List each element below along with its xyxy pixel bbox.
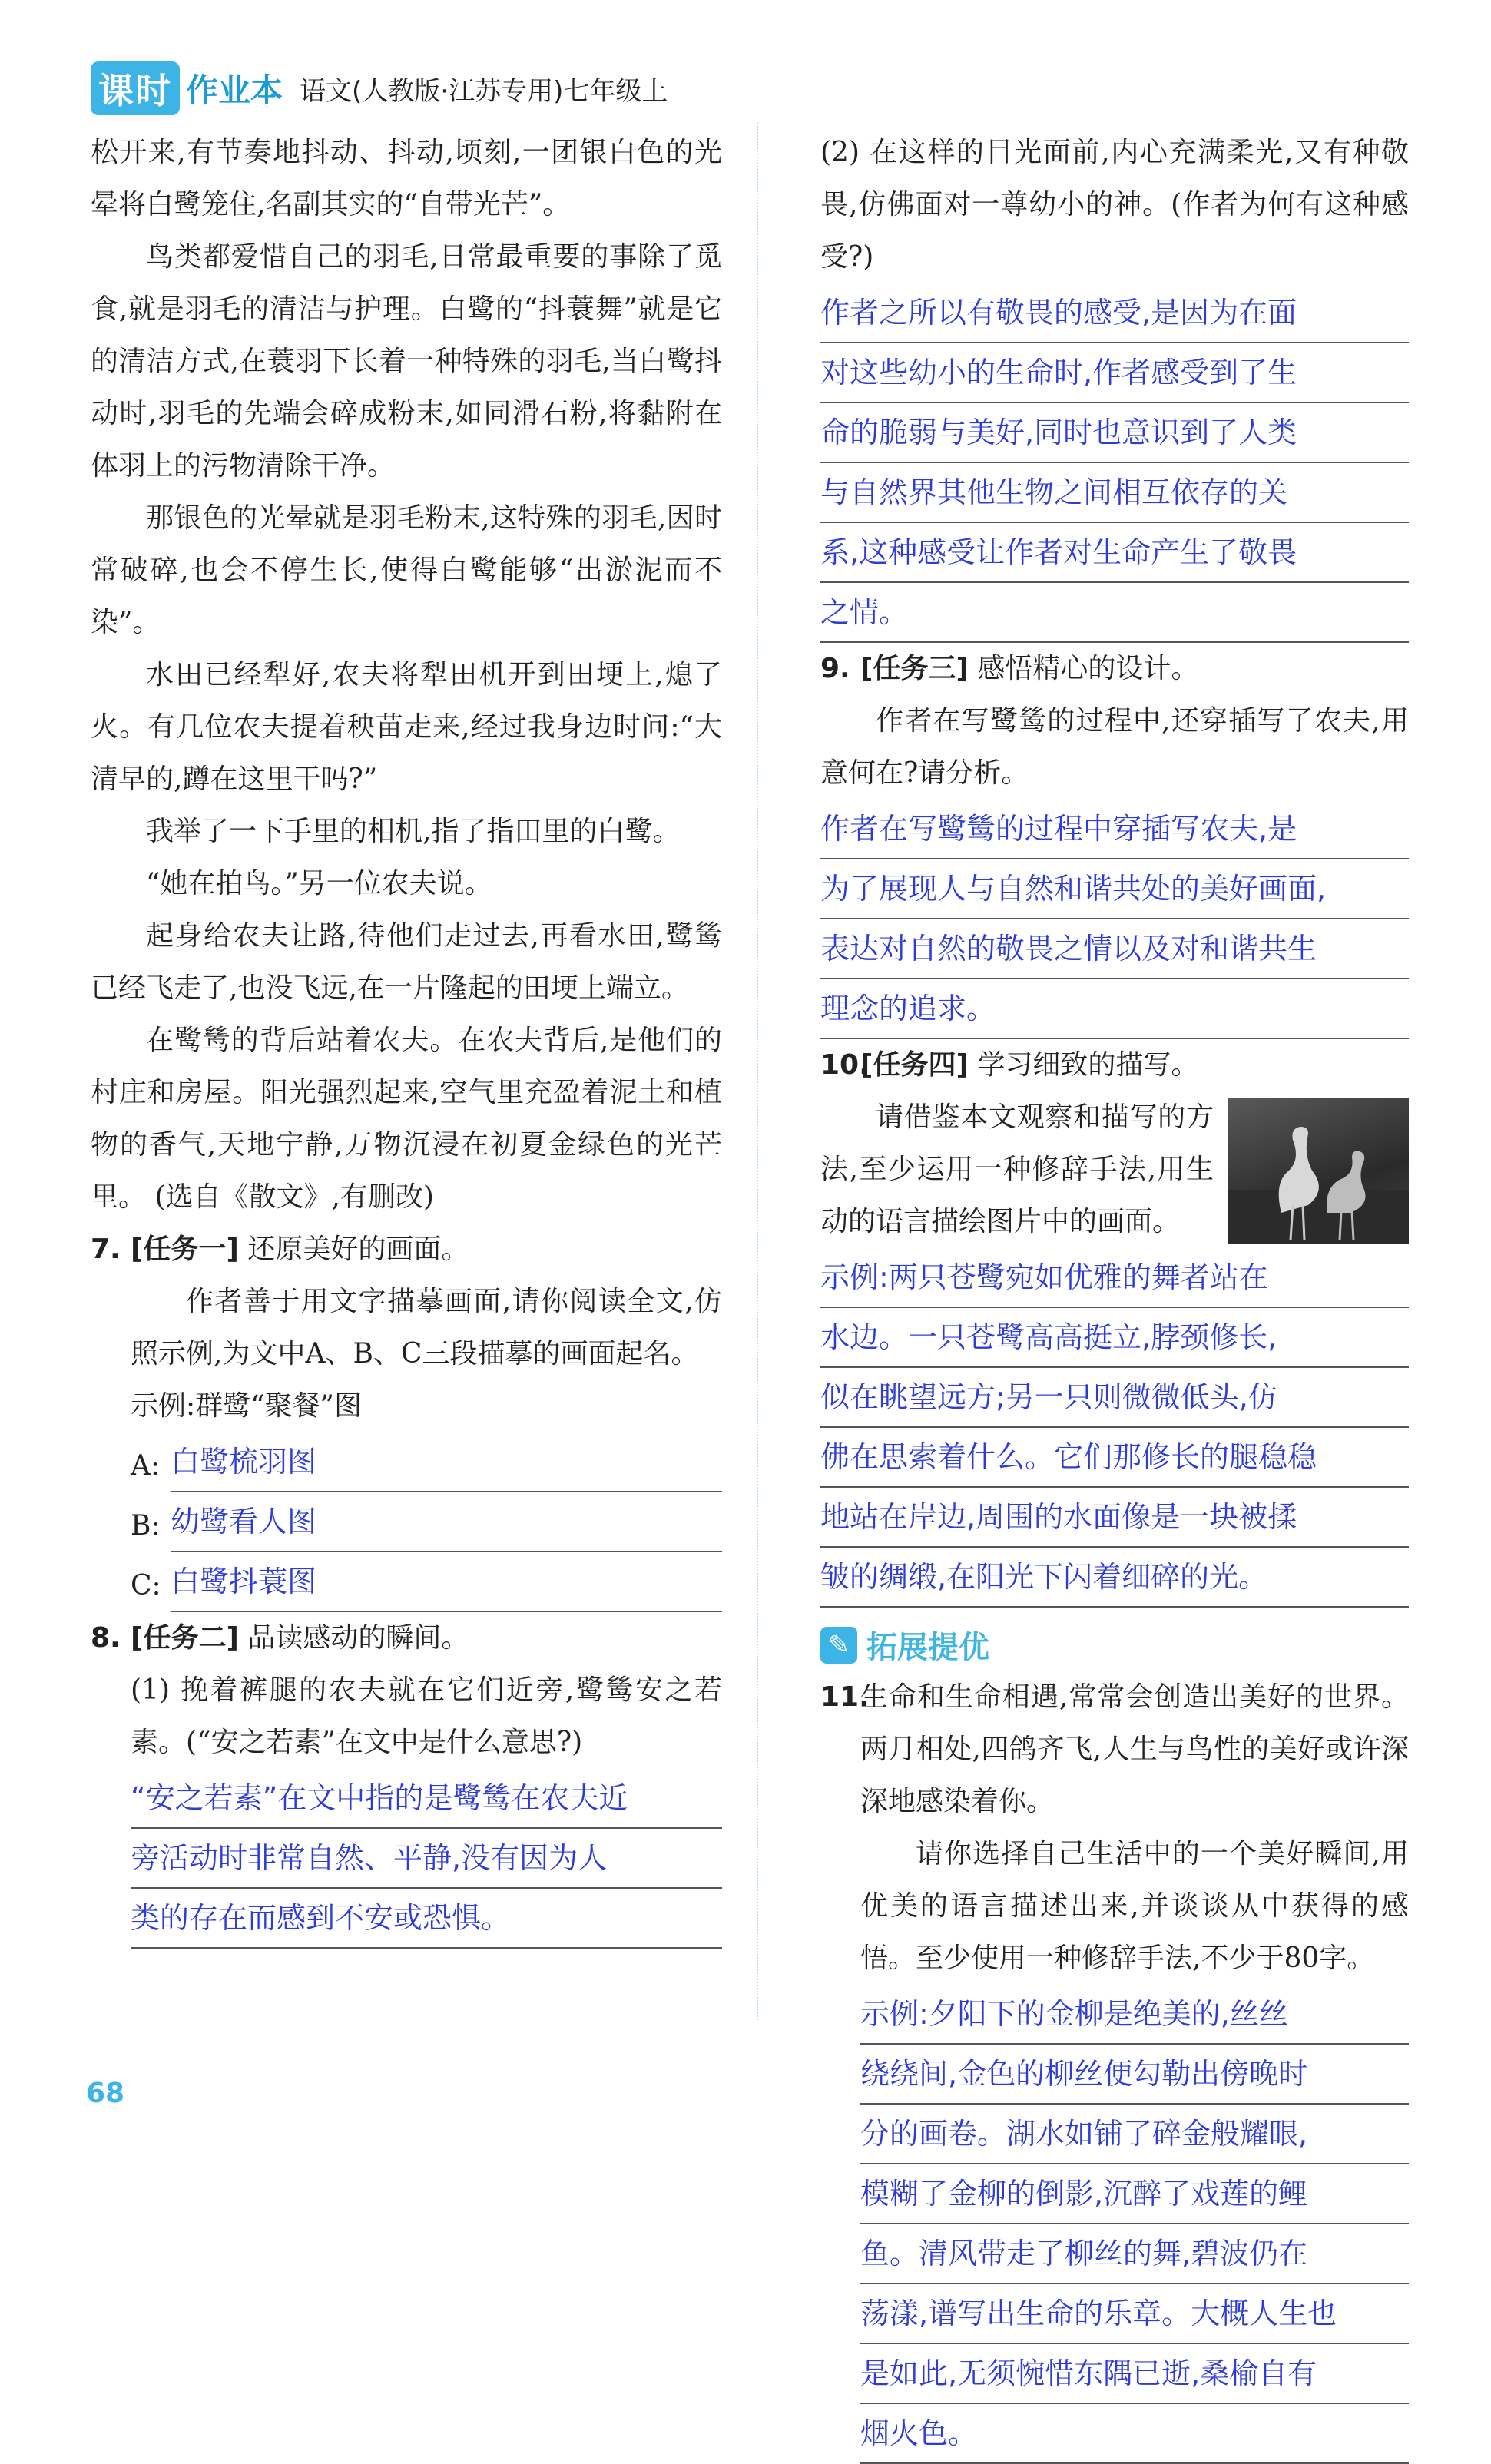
sub-question: (1) 挽着裤腿的农夫就在它们近旁,鹭鸶安之若素。(“安之若素”在文中是什么意思?) [131,1674,722,1758]
left-column [91,127,722,1949]
answer-line: 烟火色。 [860,2404,1409,2464]
answer-line: 模糊了金柳的倒影,沉醉了戏莲的鲤 [860,2164,1409,2224]
answer-line: 表达对自然的敬畏之情以及对和谐共生 [820,919,1409,979]
question-8 [91,1612,722,1949]
answer-line: 似在眺望远方;另一只则微微低头,仿 [820,1368,1409,1428]
answer-row [131,1492,722,1552]
answer-line: 系,这种感受让作者对生命产生了敬畏 [820,523,1409,583]
task-tag: [任务三] [860,653,969,684]
answer-block [820,800,1409,1039]
passage-paragraph: 水田已经犁好,农夫将犁田机开到田埂上,熄了火。有几位农夫提着秧苗走来,经过我身边时问:“大清早的,蹲在这里干吗?” [91,659,722,795]
answer-label: B: [131,1510,161,1542]
answer-line: 幼鹭看人图 [171,1492,722,1552]
answer-block [131,1769,722,1949]
question-7 [91,1224,722,1612]
answer-line: 地站在岸边,周围的水面像是一块被揉 [820,1488,1409,1548]
answer-line: 水边。一只苍鹭高高挺立,脖颈修长, [820,1308,1409,1368]
passage-paragraph: 在鹭鸶的背后站着农夫。在农夫背后,是他们的村庄和房屋。阳光强烈起来,空气里充盈着泥土和植物的香气,天地宁静,万物沉浸在初夏金绿色的光芒里。 (选自《散文》,有删改) [91,1025,722,1213]
answer-line: 荡漾,谱写出生命的乐章。大概人生也 [860,2284,1409,2344]
task-tag: [任务四] [860,1049,969,1081]
page-number: 68 [86,2078,125,2109]
answer-line: 对这些幼小的生命时,作者感受到了生 [820,343,1409,403]
answer-line: 示例:两只苍鹭宛如优雅的舞者站在 [820,1248,1409,1308]
question-title: 学习细致的描写。 [977,1049,1199,1081]
right-column [820,127,1409,2464]
answer-line: 作者之所以有敬畏的感受,是因为在面 [820,283,1409,343]
answer-line: 类的存在而感到不安或恐惧。 [131,1889,722,1949]
heron-illustration [1228,1098,1409,1244]
answer-block [820,283,1409,643]
answer-label: C: [131,1570,161,1601]
answer-line: 分的画卷。湖水如铺了碎金般耀眼, [860,2105,1409,2164]
passage-paragraph: 鸟类都爱惜自己的羽毛,日常最重要的事除了觅食,就是羽毛的清洁与护理。白鹭的“抖蓑舞”就是它的清洁方式,在蓑羽下长着一种特殊的羽毛,当白鹭抖动时,羽毛的先端会碎成粉末,如同滑石粉,将黏附在体羽上的污物清除干净。 [91,241,722,482]
heron-photo [1228,1098,1409,1244]
pencil-icon: ✎ [820,1627,857,1664]
answer-line: 是如此,无须惋惜东隅已逝,桑榆自有 [860,2344,1409,2404]
answer-line: 之情。 [820,583,1409,643]
question-9 [820,643,1409,1039]
question-number: 7. [91,1234,121,1265]
question-title: 品读感动的瞬间。 [247,1622,469,1654]
question-intro: 生命和生命相遇,常常会创造出美好的世界。两月相处,四鸽齐飞,人生与鸟性的美好或许深深地感染着你。 [860,1681,1409,1817]
answer-line: 为了展现人与自然和谐共处的美好画面, [820,859,1409,919]
answer-line: 皱的绸缎,在阳光下闪着细碎的光。 [820,1548,1409,1608]
answer-row [131,1432,722,1492]
page-header [91,61,668,115]
question-title: 感悟精心的设计。 [977,653,1199,684]
question-number: 9. [820,653,850,684]
series-brand: 作业本 [186,71,283,109]
sub-question: (2) 在这样的目光面前,内心充满柔光,又有种敬畏,仿佛面对一尊幼小的神。(作者为何有这种感受?) [820,137,1409,273]
answer-line: 理念的追求。 [820,979,1409,1039]
question-number: 8. [91,1622,121,1654]
question-prompt: 请借鉴本文观察和描写的方法,至少运用一种修辞手法,用生动的语言描绘图片中的画面。 [820,1101,1214,1237]
passage-paragraph: 那银色的光晕就是羽毛粉末,这特殊的羽毛,因时常破碎,也会不停生长,使得白鹭能够“出淤泥而不染”。 [91,502,722,638]
question-11 [820,1671,1409,2464]
column-divider [757,123,758,2020]
question-10 [820,1039,1409,1608]
question-number: 11. [820,1681,870,1713]
answer-label: A: [131,1450,161,1482]
answer-line: 与自然界其他生物之间相互依存的关 [820,463,1409,523]
question-prompt: 作者善于用文字描摹画面,请你阅读全文,仿照示例,为文中A、B、C三段描摹的画面起名。 [131,1286,722,1369]
passage-paragraph: 我举了一下手里的相机,指了指田里的白鹭。 [146,816,681,847]
subject-label: 语文(人教版·江苏专用)七年级上 [300,75,668,107]
question-title: 还原美好的画面。 [247,1234,469,1265]
answer-line: 作者在写鹭鸶的过程中穿插写农夫,是 [820,800,1409,859]
answer-row [131,1552,722,1612]
question-prompt: 作者在写鹭鸶的过程中,还穿插写了农夫,用意何在?请分析。 [820,705,1409,789]
question-example: 示例:群鹭“聚餐”图 [131,1390,362,1422]
answer-line: 鱼。清风带走了柳丝的舞,碧波仍在 [860,2224,1409,2284]
expand-section-header [820,1623,1409,1667]
question-prompt: 请你选择自己生活中的一个美好瞬间,用优美的语言描述出来,并谈谈从中获得的感悟。至少使用一种修辞手法,不少于80字。 [860,1838,1409,1974]
passage-paragraph: 起身给农夫让路,待他们走过去,再看水田,鹭鸶已经飞走了,也没飞远,在一片隆起的田埂上端立。 [91,920,722,1004]
passage-paragraph: “她在拍鸟。”另一位农夫说。 [146,868,492,899]
task-tag: [任务一] [131,1234,239,1265]
passage-paragraph: 松开来,有节奏地抖动、抖动,顷刻,一团银白色的光晕将白鹭笼住,名副其实的“自带光芒”。 [91,137,722,220]
answer-line: 绕绕间,金色的柳丝便勾勒出傍晚时 [860,2045,1409,2105]
answer-line: 旁活动时非常自然、平静,没有因为人 [131,1829,722,1889]
answer-line: 佛在思索着什么。它们那修长的腿稳稳 [820,1428,1409,1488]
answer-line: “安之若素”在文中指的是鹭鸶在农夫近 [131,1769,722,1829]
answer-line: 白鹭抖蓑图 [171,1552,722,1612]
answer-block [860,1985,1409,2464]
expand-section-title: 拓展提优 [866,1630,989,1665]
series-logo: 课时 [91,61,180,115]
task-tag: [任务二] [131,1622,239,1654]
question-number: 10. [820,1049,870,1081]
answer-line: 命的脆弱与美好,同时也意识到了人类 [820,403,1409,463]
answer-line: 白鹭梳羽图 [171,1432,722,1492]
answer-line: 示例:夕阳下的金柳是绝美的,丝丝 [860,1985,1409,2045]
answer-block [820,1248,1409,1608]
